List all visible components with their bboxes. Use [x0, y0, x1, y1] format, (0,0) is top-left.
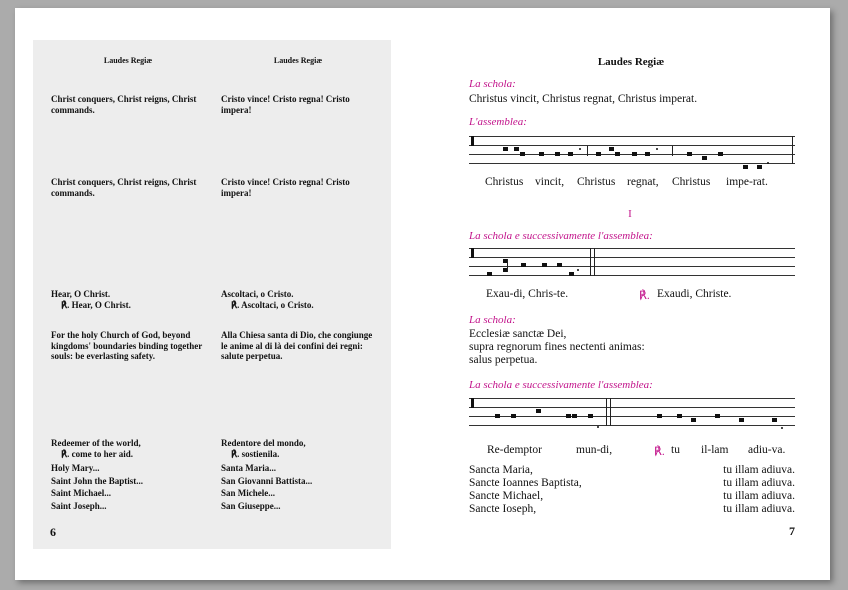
lyric-3b: tu	[671, 444, 680, 456]
rubric-schola-assemblea-2: La schola e successivamente l'assemblea:	[469, 379, 653, 391]
left-block-4-en: For the holy Church of God, beyond kingdoms' boundaries binding together souls: be everlasting safety.	[51, 330, 203, 361]
left-saint-en: Saint Joseph...	[51, 500, 107, 511]
saint-row	[469, 464, 795, 477]
left-saint-it: San Giovanni Battista...	[221, 475, 313, 486]
left-block-5-en-resp: ℟. come to her aid.	[61, 448, 133, 459]
lyric-3b: adiu-va.	[748, 444, 786, 456]
left-block-2-en: Christ conquers, Christ reigns, Christ commands.	[51, 177, 197, 198]
chant-staff-2	[469, 244, 795, 278]
chant-staff-3	[469, 394, 795, 428]
left-saints-en	[51, 462, 206, 512]
saints-litany	[469, 464, 795, 516]
text-ecclesiae-line: supra regnorum fines nectenti animas:	[469, 341, 645, 353]
left-saint-it: San Giuseppe...	[221, 500, 281, 511]
left-block-5-it-line: Redentore del mondo,	[221, 438, 306, 448]
left-block-2-it: Cristo vince! Cristo regna! Cristo impera!	[221, 177, 350, 198]
section-numeral: I	[628, 208, 632, 220]
lyric-1: vincit,	[535, 176, 565, 188]
left-block-1-en: Christ conquers, Christ reigns, Christ commands.	[51, 94, 197, 115]
lyric-1: Christus	[485, 176, 524, 188]
lyric-1: regnat,	[627, 176, 659, 188]
lyric-2-response-sign: ℟.	[639, 290, 650, 302]
left-block-5-en	[51, 438, 206, 459]
left-saints-it	[221, 462, 376, 512]
right-page-title: Laudes Regiæ	[597, 56, 665, 68]
lyric-3: mun-di,	[576, 444, 613, 456]
saint-response: tu illam adiuva.	[723, 464, 795, 476]
left-block-3-it-resp: ℟. Ascoltaci, o Cristo.	[231, 299, 314, 310]
rubric-schola-1: La schola:	[469, 78, 516, 90]
left-header-it: Laudes Regiæ	[273, 56, 323, 65]
left-block-5-en-line: Redeemer of the world,	[51, 438, 141, 448]
book-spread	[15, 8, 830, 580]
left-saint-en: Saint Michael...	[51, 488, 111, 498]
rubric-assemblea: L'assemblea:	[469, 116, 527, 128]
saint-name: Sancte Michael,	[469, 490, 544, 502]
left-block-3-it	[221, 289, 376, 310]
text-ecclesiae-line: salus perpetua.	[469, 354, 538, 366]
text-ecclesiae	[469, 328, 645, 367]
lyric-2b: Exaudi, Christe.	[657, 288, 732, 300]
saint-name: Sancte Ioannes Baptista,	[469, 477, 582, 489]
saint-response: tu illam adiuva.	[723, 490, 795, 502]
rubric-schola-2: La schola:	[469, 314, 516, 326]
saint-row	[469, 490, 795, 503]
left-saint-en: Holy Mary...	[51, 463, 100, 473]
saint-row	[469, 503, 795, 516]
left-block-3-it-line: Ascoltaci, o Cristo.	[221, 289, 294, 299]
text-christus-vincit: Christus vincit, Christus regnat, Christus imperat.	[469, 93, 698, 105]
left-block-4-it: Alla Chiesa santa di Dio, che congiunge le anime al di là dei confini dei regni: salute perpetua.	[221, 330, 373, 361]
text-ecclesiae-line: Ecclesiæ sanctæ Dei,	[469, 328, 567, 340]
lyric-1: Christus	[577, 176, 616, 188]
lyric-2a: Exau-di, Chris-te.	[486, 288, 569, 300]
saint-response: tu illam adiuva.	[723, 477, 795, 489]
lyric-3b: il-lam	[701, 444, 729, 456]
left-block-3-en-line: Hear, O Christ.	[51, 289, 111, 299]
rubric-schola-assemblea-1: La schola e successivamente l'assemblea:	[469, 230, 653, 242]
left-block-3-en-resp: ℟. Hear, O Christ.	[61, 299, 131, 310]
left-saint-it: Santa Maria...	[221, 463, 276, 473]
left-page-number: 6	[50, 525, 56, 539]
left-block-3-en	[51, 289, 206, 310]
saint-row	[469, 477, 795, 490]
lyric-1: Christus	[672, 176, 711, 188]
lyric-3-response-sign: ℟.	[654, 446, 665, 458]
saint-name: Sancte Ioseph,	[469, 503, 537, 515]
chant-staff-1	[469, 132, 795, 166]
left-block-5-it-resp: ℟. sostienila.	[231, 448, 280, 459]
left-page	[33, 40, 391, 549]
lyric-1: impe-rat.	[726, 176, 768, 188]
left-block-5-it	[221, 438, 376, 459]
left-saint-en: Saint John the Baptist...	[51, 475, 144, 486]
left-block-1-it: Cristo vince! Cristo regna! Cristo impera!	[221, 94, 350, 115]
left-saint-it: San Michele...	[221, 488, 275, 498]
left-header-en: Laudes Regiæ	[103, 56, 153, 65]
right-page-number: 7	[789, 524, 795, 538]
lyric-3: Re-demptor	[487, 444, 542, 456]
saint-name: Sancta Maria,	[469, 464, 533, 476]
saint-response: tu illam adiuva.	[723, 503, 795, 515]
